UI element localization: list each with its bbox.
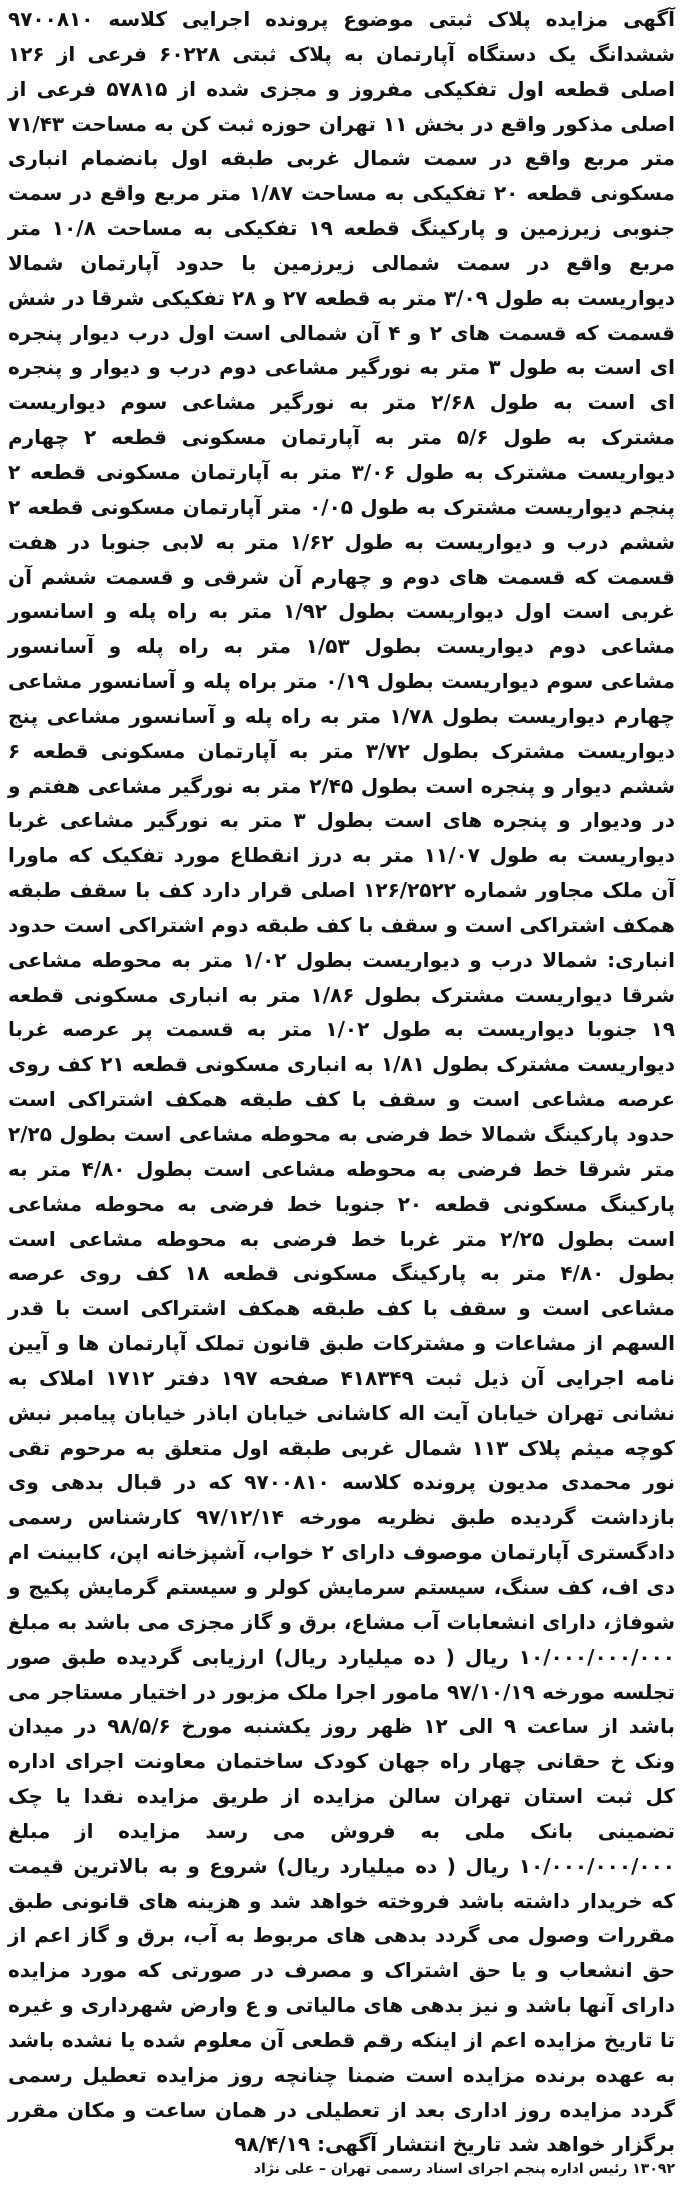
notice-signature-line: ۱۳۰۹۲ رئیس اداره پنجم اجرای اسناد رسمی تهران – علی نژاد [253,2161,675,2178]
notice-body-text: آگهی مزایده پلاک ثبتی موضوع پرونده اجرایی کلاسه ۹۷۰۰۸۱۰ ششدانگ یک دستگاه آپارتمان به پلاک ثبتی ۶۰۲۲۸ فرعی از ۱۲۶ اصلی قطعه اول تفکیکی مفروز و مجزی شده از ۵۷۸۱۵ فرعی از اصلی مذکور واقع در بخش ۱۱ تهران حوزه ثبت کن به مساحت ۷۱/۴۳ متر مربع واقع در سمت شمال غربی طبقه اول بانضمام انباری مسکونی قطعه ۲۰ تفکیکی به مساحت ۱/۸۷ متر مربع واقع در سمت جنوبی زیرزمین و پارکینگ قطعه ۱۹ تفکیکی به مساحت ۱۰/۸ متر مربع واقع در سمت شمالی زیرزمین با حدود آپارتمان شمالا دیواریست به طول ۳/۰۹ متر به قطعه ۲۷ و ۲۸ تفکیکی شرقا در شش قسمت که قسمت های ۲ و ۴ آن شمالی است اول درب دیوار پنجره ای است به طول ۳ متر به نورگیر مشاعی دوم درب و دیوار و پنجره ای است به طول ۲/۶۸ متر به نورگیر مشاعی سوم دیواریست مشترک به طول ۵/۶ متر به آپارتمان مسکونی قطعه ۲ چهارم دیواریست مشترک به طول ۳/۰۶ متر به آپارتمان مسکونی قطعه ۲ پنجم دیواریست مشترک به طول ۰/۰۵ متر آپارتمان مسکونی قطعه ۲ ششم درب و دیواریست به طول ۱/۶۲ متر به لابی جنوبا در هفت قسمت که قسمت های دوم و چهارم آن شرقی و قسمت ششم آن غربی است اول دیواریست بطول ۱/۹۲ متر به راه پله و اسانسور مشاعی دوم دیواریست بطول ۱/۵۳ متر به راه پله و آسانسور مشاعی سوم دیواریست بطول ۰/۱۹ متر براه پله و آسانسور مشاعی چهارم دیواریست بطول ۱/۷۸ متر به راه پله و آسانسور مشاعی پنج دیواریست مشترک بطول ۳/۷۲ متر به آپارتمان مسکونی قطعه ۶ ششم دیوار و پنجره است بطول ۲/۴۵ متر به نورگیر مشاعی هفتم و در ودیوار و پنجره های است بطول ۳ متر به نورگیر مشاعی غربا دیواریست به طول ۱۱/۰۷ متر به درز انقطاع مورد تفکیک که ماورا آن ملک مجاور شماره ۱۲۶/۲۵۲۲ اصلی قرار دارد کف با سقف طبقه همکف اشتراکی است و سقف با کف طبقه دوم اشتراکی است حدود انباری: شمالا درب و دیواریست بطول ۱/۰۲ متر به محوطه مشاعی شرقا دیواریست مشترک بطول ۱/۸۶ متر به انباری مسکونی قطعه ۱۹ جنوبا دیواریست به طول ۱/۰۲ متر به قسمت پر عرصه غربا دیواریست مشترک بطول ۱/۸۱ به انباری مسکونی قطعه ۲۱ کف روی عرصه مشاعی است و سقف با کف طبقه همکف اشتراکی است حدود پارکینگ شمالا خط فرضی به محوطه مشاعی است بطول ۲/۲۵ متر شرقا خط فرضی به محوطه مشاعی است بطول ۴/۸۰ متر به پارکینگ مسکونی قطعه ۲۰ جنوبا خط فرضی به محوطه مشاعی است بطول ۲/۲۵ متر غربا خط فرضی به محوطه مشاعی است بطول ۴/۸۰ متر به پارکینگ مسکونی قطعه ۱۸ کف روی عرصه مشاعی است و سقف با کف طبقه همکف اشتراکی است با قدر السهم از مشاعات و مشترکات طبق قانون تملک آپارتمان ها و آیین نامه اجرایی آن ذیل ثبت ۴۱۸۳۴۹ صفحه ۱۹۷ دفتر ۱۷۱۲ املاک به نشانی تهران خیابان آیت اله کاشانی خیابان اباذر خیابان پیامبر نبش کوچه میثم پلاک ۱۱۳ شمال غربی طبقه اول متعلق به مرحوم تقی نور محمدی مدیون پرونده کلاسه ۹۷۰۰۸۱۰ که در قبال بدهی وی بازداشت گردیده طبق نظریه مورخه ۹۷/۱۲/۱۴ کارشناس رسمی دادگستری آپارتمان موصوف دارای ۲ خواب، آشپزخانه اپن، کابینت ام دی اف، کف سنگ، سیستم سرمایش کولر و سیستم گرمایش پکیج و شوفاژ، دارای انشعابات آب مشاع، برق و گاز مجزی می باشد به مبلغ ۱۰/۰۰۰/۰۰۰/۰۰۰ ریال ( ده میلیارد ریال) ارزیابی گردیده طبق صور تجلسه مورخه ۹۷/۱۰/۱۹ مامور اجرا ملک مزبور در اختیار مستاجر می باشد از ساعت ۹ الی ۱۲ ظهر روز یکشنبه مورخ ۹۸/۵/۶ در میدان ونک خ حقانی چهار راه جهان کودک ساختمان معاونت اجرای اداره کل ثبت استان تهران سالن مزایده از طریق مزایده نقدا یا چک تضمینی بانک ملی به فروش می رسد مزایده از مبلغ ۱۰/۰۰۰/۰۰۰/۰۰۰ ریال ( ده میلیارد ریال) شروع و به بالاترین قیمت که خریدار داشته باشد فروخته خواهد شد و هزینه های قانونی طبق مقررات وصول می گردد بدهی های مربوط به آب، برق و گاز اعم از حق انشعاب و یا حق اشتراک و مصرف در صورتی که مورد مزایده دارای آنها باشد و نیز بدهی های مالیاتی و ع وارض شهرداری و غیره تا تاریخ مزایده اعم از اینکه رقم قطعی آن معلوم شده یا نشده باشد به عهده برنده مزایده است ضمنا چنانچه روز مزایده تعطیل رسمی گردد مزایده روز اداری بعد از تعطیلی در همان ساعت و مکان مقرر برگزار خواهد شد تاریخ انتشار آگهی: ۹۸/۴/۱۹ [8,7,676,2157]
